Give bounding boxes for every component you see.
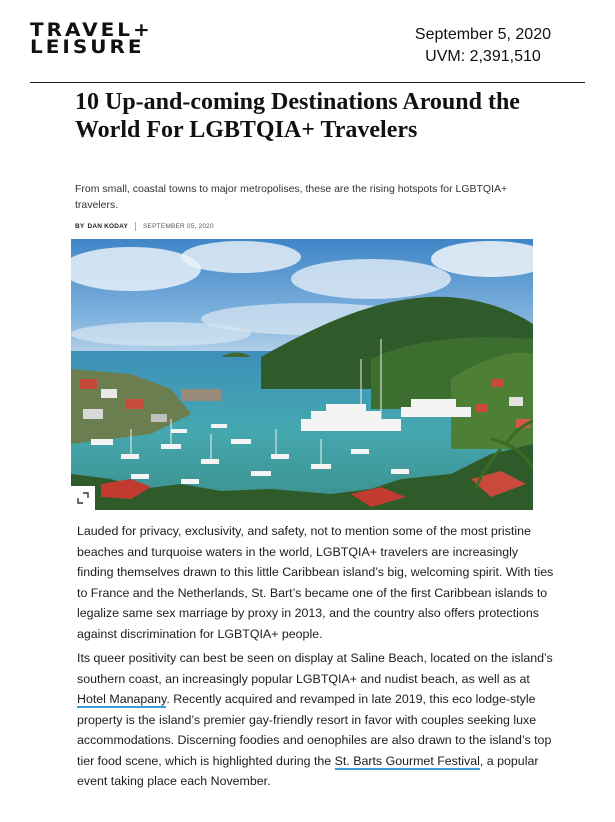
expand-image-button[interactable]	[71, 486, 95, 510]
expand-icon	[77, 492, 89, 504]
travel-leisure-logo[interactable]	[30, 18, 153, 58]
header-divider	[30, 82, 585, 83]
harbor-photo	[71, 239, 533, 510]
author-name[interactable]: DAN KODAY	[87, 223, 129, 230]
clipping-date: September 5, 2020	[414, 26, 551, 43]
paragraph-2	[77, 648, 555, 792]
clipping-meta	[415, 24, 551, 68]
clipping-uvm: UVM: 2,391,510	[425, 48, 541, 65]
logo-line-1: TRAVEL+	[30, 18, 153, 41]
paragraph-2-text-c: , a popular event taking place each November.	[77, 753, 539, 788]
hero-image[interactable]	[71, 239, 533, 510]
publish-date: SEPTEMBER 05, 2020	[143, 223, 214, 230]
byline-prefix: BY	[75, 223, 85, 230]
logo-line-2: LEISURE	[30, 35, 145, 58]
article-title: 10 Up-and-coming Destinations Around the World For LGBTQIA+ Travelers	[75, 89, 520, 143]
byline-separator	[135, 222, 136, 231]
paragraph-2-text-b: . Recently acquired and revamped in late 2019, this eco lodge-style property is the island’s premier gay-friendly resort in favor with couples seeking luxe accommodations. Discerning foodies and oenophiles are also drawn to the island’s top tier food scene, which is highlighted during the	[77, 692, 552, 768]
hotel-manapany-link[interactable]: Hotel Manapany	[77, 692, 167, 706]
paragraph-1: Lauded for privacy, exclusivity, and safety, not to mention some of the most pristine beaches and turquoise waters in the world, LGBTQIA+ travelers are increasingly finding themselves drawn to this little Caribbean island’s big, welcoming spirit. With ties to France and the Netherlands, St. Bart’s became one of the first Caribbean islands to legalize same sex marriage by proxy in 2013, and the country also offers protections against discrimination for LGBTQIA+ people.	[77, 524, 554, 641]
article-dek: From small, coastal towns to major metropolises, these are the rising hotspots for LGBTQIA+ travelers.	[75, 183, 508, 211]
article-body	[77, 521, 555, 796]
byline	[75, 222, 214, 231]
paragraph-2-text-a: Its queer positivity can best be seen on display at Saline Beach, located on the island’s southern coast, an increasingly popular LGBTQIA+ and nudist beach, as well as at	[77, 651, 553, 686]
gourmet-festival-link[interactable]: St. Barts Gourmet Festival	[334, 753, 480, 768]
